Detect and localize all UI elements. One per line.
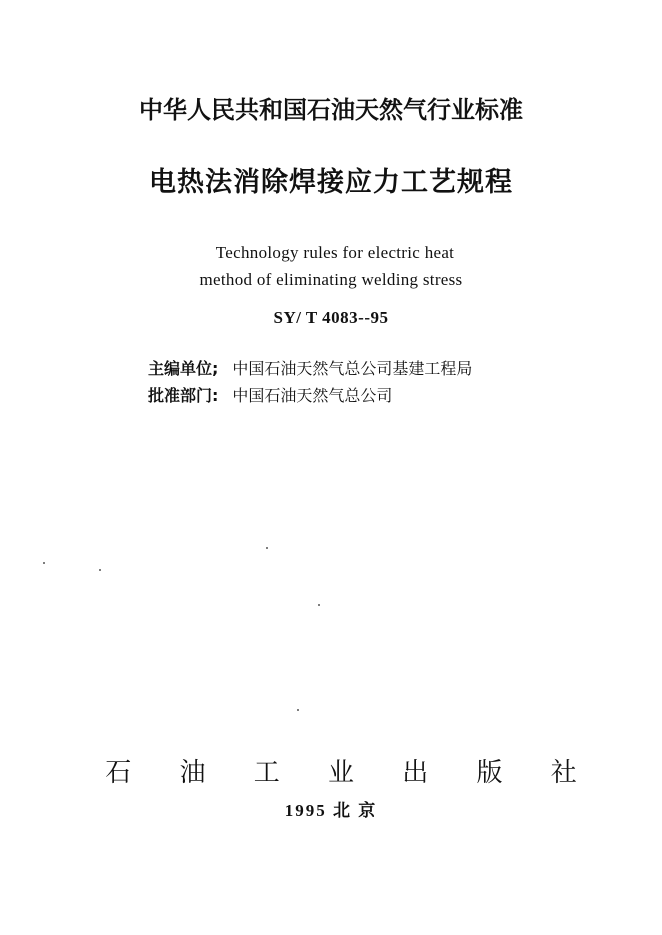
standard-code: SY/ T 4083--95 xyxy=(273,308,389,327)
scan-speck xyxy=(99,569,101,571)
scan-speck xyxy=(297,709,299,711)
scan-speck xyxy=(318,604,320,606)
approver-value: 中国石油天然气总公司 xyxy=(232,386,393,405)
editor-unit-row xyxy=(148,356,472,379)
document-title-en-line-1: Technology rules for electric heat xyxy=(215,243,455,262)
editor-unit-label: 主编单位; xyxy=(148,359,219,378)
document-title-zh: 电热法消除焊接应力工艺规程 xyxy=(149,167,513,198)
scan-speck xyxy=(43,562,45,564)
standard-category-header: 中华人民共和国石油天然气行业标准 xyxy=(139,96,523,124)
document-title-en-line-2: method of eliminating welding stress xyxy=(199,270,463,289)
publication-year-place: 1995 北 京 xyxy=(284,801,378,820)
approver-label: 批准部门: xyxy=(148,386,219,405)
editor-unit-value: 中国石油天然气总公司基建工程局 xyxy=(232,359,473,378)
approver-row xyxy=(148,383,392,406)
publisher-name: 石 油 工 业 出 版 社 xyxy=(105,758,597,788)
scan-speck xyxy=(266,547,268,549)
